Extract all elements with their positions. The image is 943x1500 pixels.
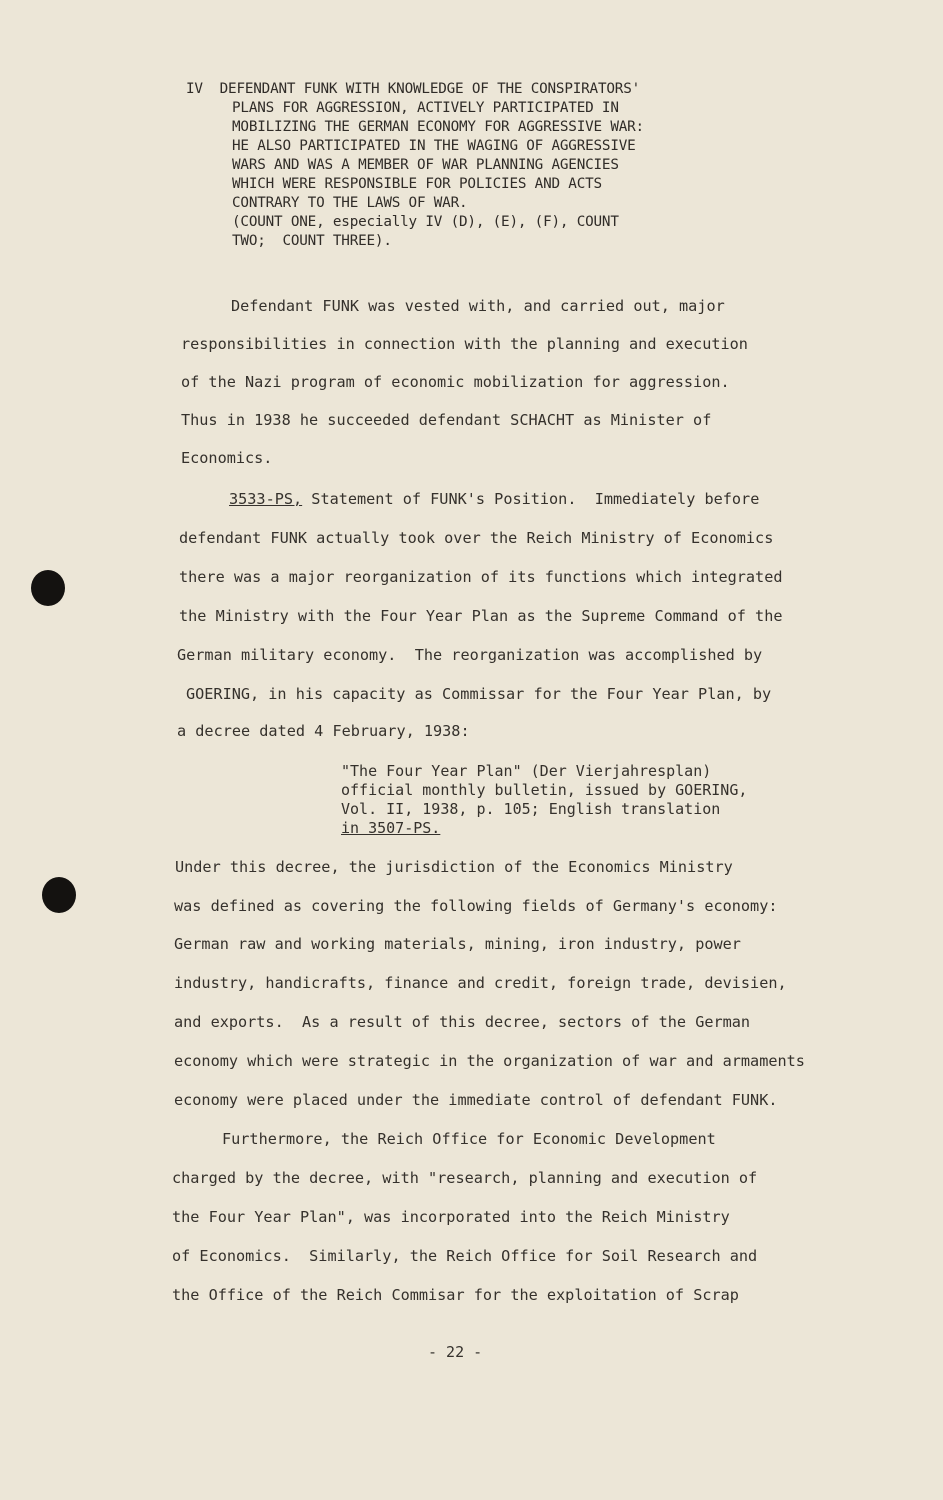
body-line [229,490,759,508]
body-line: and exports. As a result of this decree, sectors of the German [174,1013,751,1031]
body-line: a decree dated 4 February, 1938: [177,722,470,740]
body-line: of the Nazi program of economic mobilization for aggression. [181,373,730,391]
body-line: German military economy. The reorganization was accomplished by [177,646,763,664]
heading-line: TWO; COUNT THREE). [232,233,392,249]
body-line: Furthermore, the Reich Office for Economic Development [222,1130,716,1148]
body-line: Defendant FUNK was vested with, and carried out, major [231,297,725,315]
punch-hole-bottom [42,877,76,913]
body-line: Thus in 1938 he succeeded defendant SCHACHT as Minister of [181,411,712,429]
punch-hole-top [31,570,65,606]
section-heading [186,80,644,251]
body-line: charged by the decree, with "research, planning and execution of [172,1169,758,1187]
heading-line: WARS AND WAS A MEMBER OF WAR PLANNING AGENCIES [232,157,619,173]
body-line: Under this decree, the jurisdiction of the Economics Ministry [175,858,733,876]
body-text: Statement of FUNK's Position. Immediately before [302,490,760,508]
body-line: the Four Year Plan", was incorporated into the Reich Ministry [172,1208,730,1226]
page-number: - 22 - [428,1343,483,1361]
quote-line: official monthly bulletin, issued by GOERING, [341,781,748,799]
heading-line: HE ALSO PARTICIPATED IN THE WAGING OF AGGRESSIVE [232,138,636,154]
heading-line: PLANS FOR AGGRESSION, ACTIVELY PARTICIPATED IN [232,100,619,116]
body-line: responsibilities in connection with the planning and execution [181,335,748,353]
body-line: Economics. [181,449,273,467]
body-line: was defined as covering the following fields of Germany's economy: [174,897,778,915]
body-line: German raw and working materials, mining, iron industry, power [174,935,741,953]
body-line: industry, handicrafts, finance and credit, foreign trade, devisien, [174,974,787,992]
heading-line: (COUNT ONE, especially IV (D), (E), (F), COUNT [232,214,619,230]
body-line: the Office of the Reich Commisar for the exploitation of Scrap [172,1286,739,1304]
body-line: the Ministry with the Four Year Plan as the Supreme Command of the [179,607,783,625]
body-line: there was a major reorganization of its functions which integrated [179,568,783,586]
body-line: economy were placed under the immediate control of defendant FUNK. [174,1091,778,1109]
body-line: GOERING, in his capacity as Commissar for the Four Year Plan, by [186,685,772,703]
body-line: economy which were strategic in the organization of war and armaments [174,1052,805,1070]
quote-line: Vol. II, 1938, p. 105; English translation [341,800,721,818]
block-quotation [341,762,747,838]
heading-line: CONTRARY TO THE LAWS OF WAR. [232,195,468,211]
quote-line: "The Four Year Plan" (Der Vierjahresplan) [341,762,712,780]
body-line: of Economics. Similarly, the Reich Office for Soil Research and [172,1247,758,1265]
heading-line: MOBILIZING THE GERMAN ECONOMY FOR AGGRESSIVE WAR: [232,119,644,135]
document-reference: 3533-PS, [229,490,303,508]
heading-line: WHICH WERE RESPONSIBLE FOR POLICIES AND ACTS [232,176,602,192]
body-line: defendant FUNK actually took over the Reich Ministry of Economics [179,529,774,547]
quote-line: in 3507-PS. [341,819,441,837]
heading-line: IV DEFENDANT FUNK WITH KNOWLEDGE OF THE CONSPIRATORS' [186,81,641,97]
